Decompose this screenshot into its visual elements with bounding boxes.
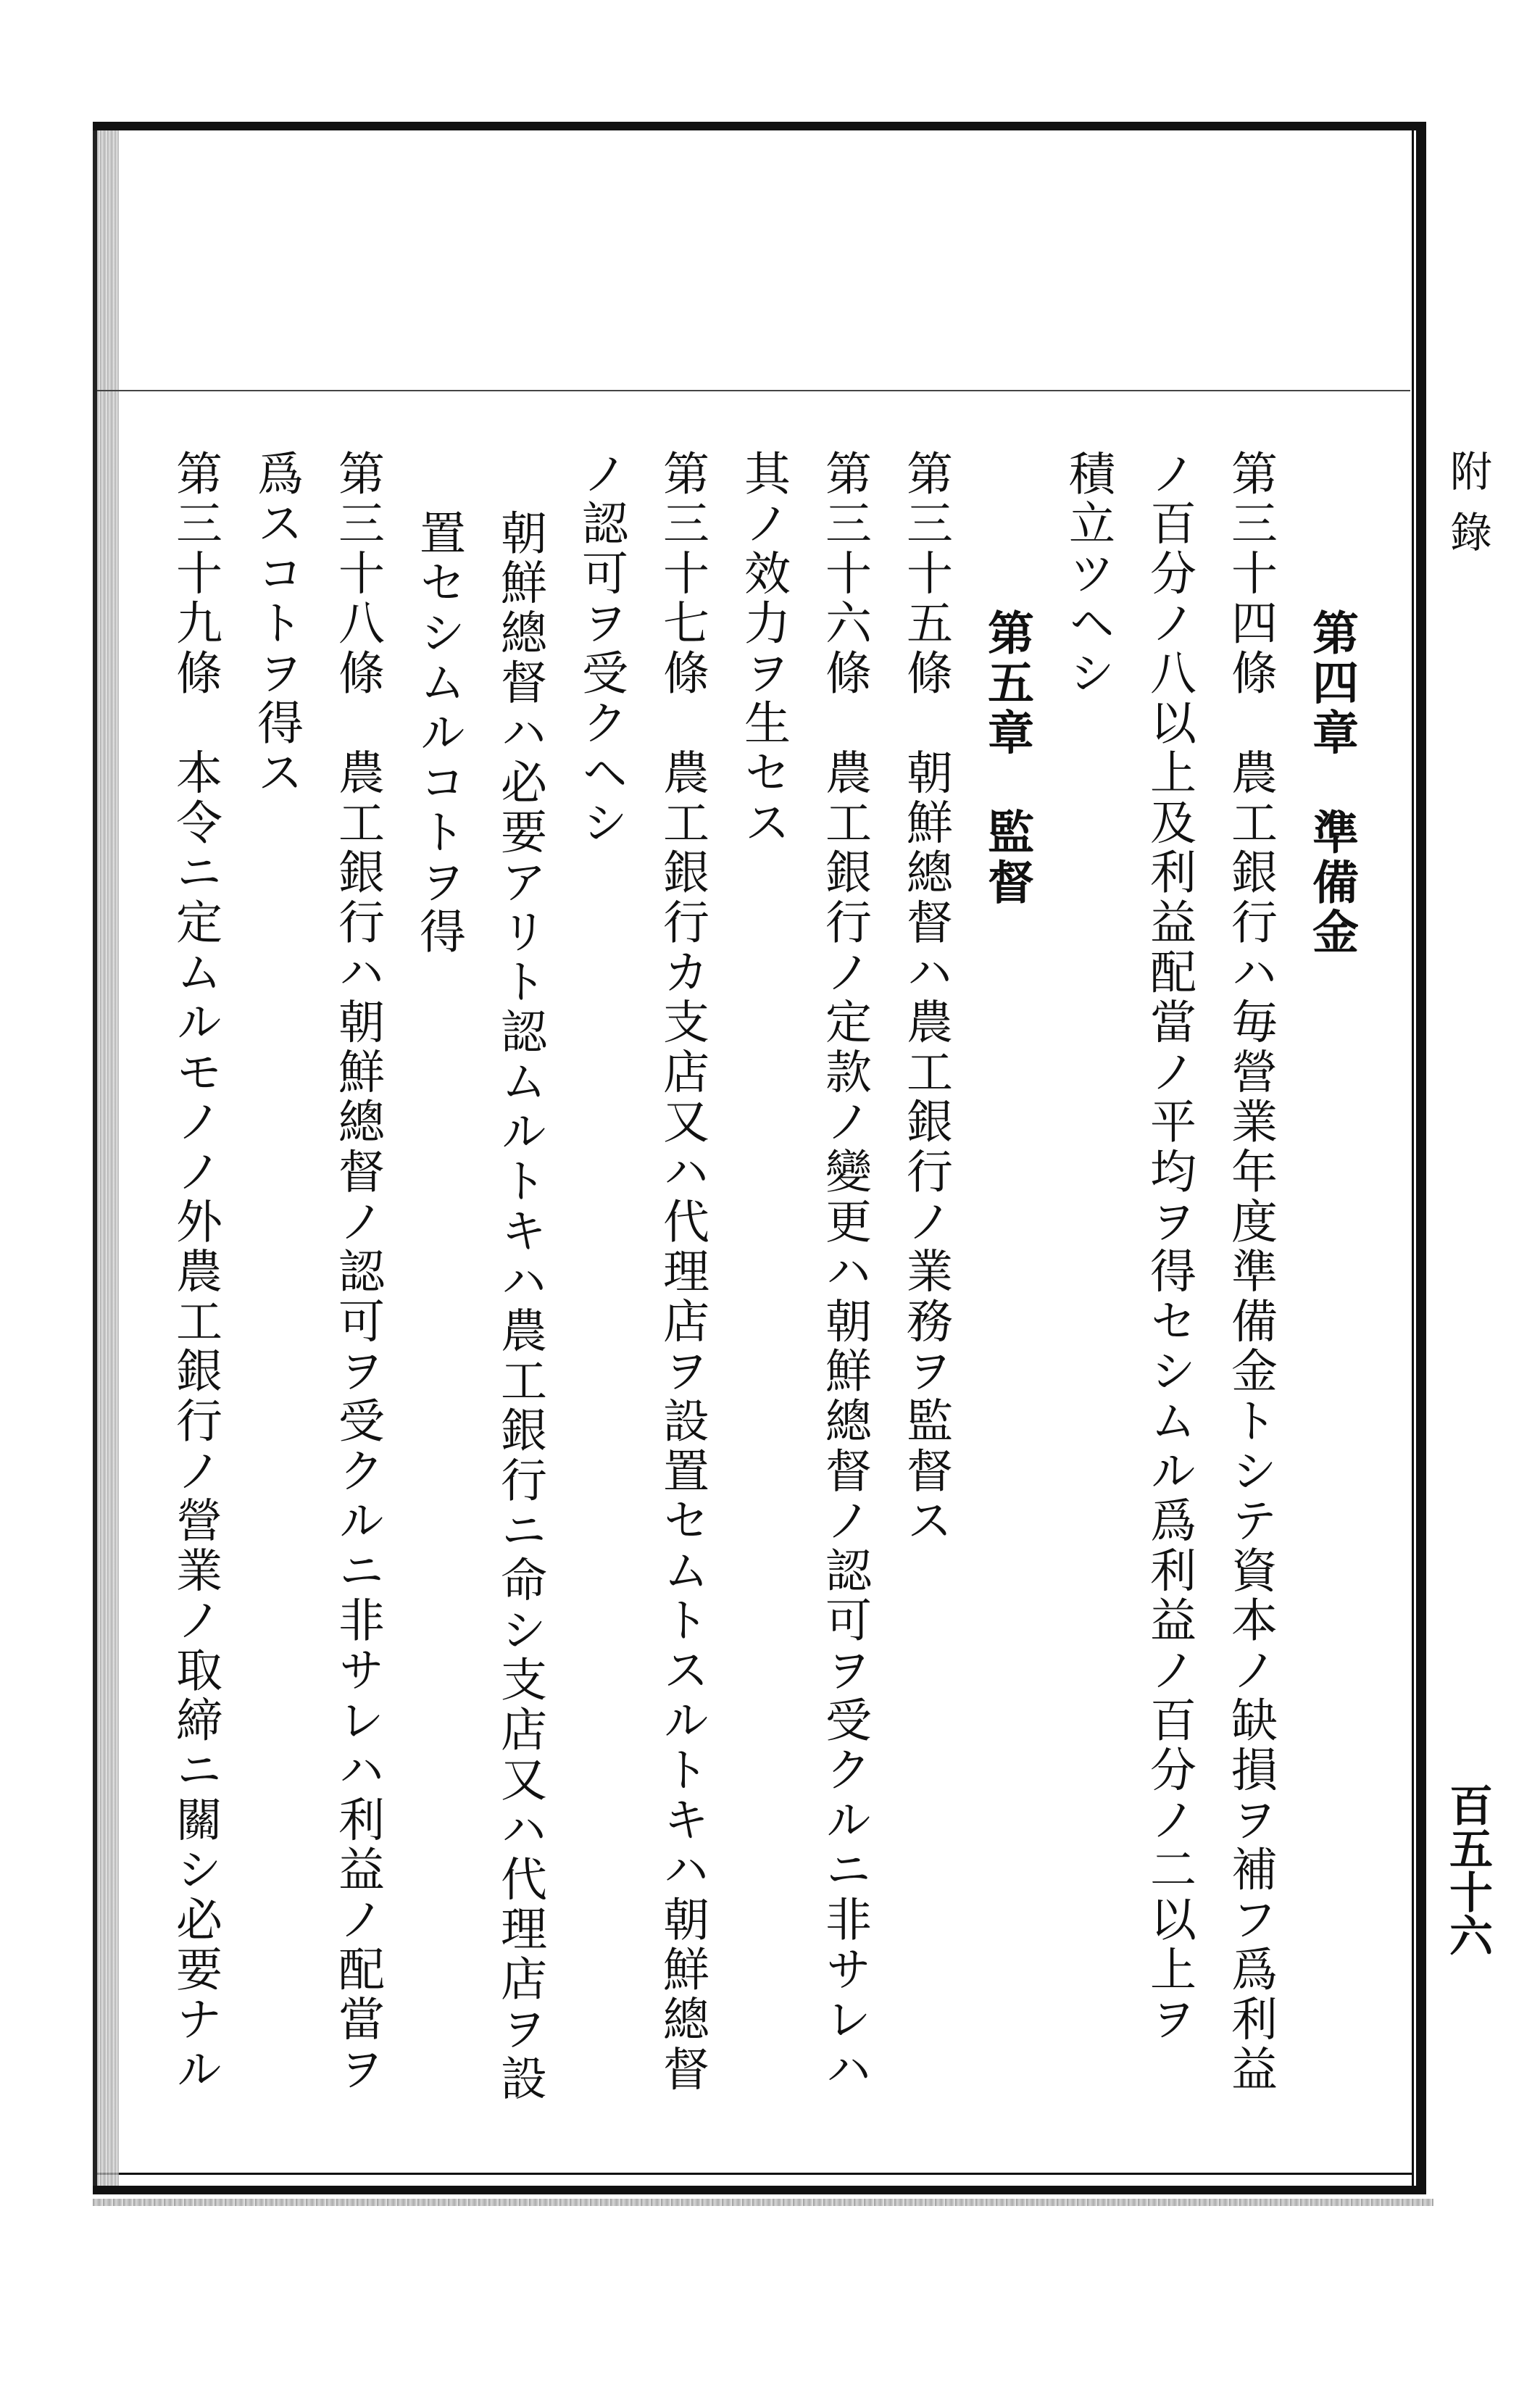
bottom-shadow [93,2199,1433,2206]
article-37-para2: 朝鮮總督ハ必要アリト認ムルトキハ農工銀行ニ命シ支店又ハ代理店ヲ設 [493,509,546,2105]
article-36-end: 其ノ效力ヲ生セス [736,449,790,849]
article-34-end: 積立ツヘシ [1061,449,1115,699]
page-number: 百五十六 [1442,1783,1493,1957]
article-39: 第三十九條 本令ニ定ムルモノノ外農工銀行ノ營業ノ取締ニ關シ必要ナル [168,449,222,2095]
frame-inner-bottom-rule [93,2173,1412,2175]
frame-left-edge [93,130,97,2186]
article-34-cont: ノ百分ノ八以上及利益配當ノ平均ヲ得セシムル爲利益ノ百分ノ二以上ヲ [1142,449,1196,2045]
header-rule [97,390,1410,391]
article-37-end: ノ認可ヲ受クヘシ [574,449,628,849]
article-38-end: 爲スコトヲ得ス [249,449,303,799]
article-34: 第三十四條 農工銀行ハ毎營業年度準備金トシテ資本ノ缺損ヲ補フ爲利益 [1223,449,1277,2095]
article-38: 第三十八條 農工銀行ハ朝鮮總督ノ認可ヲ受クルニ非サレハ利益ノ配當ヲ [330,449,384,2095]
running-head: 附錄 [1443,449,1492,571]
article-36: 第三十六條 農工銀行ノ定款ノ變更ハ朝鮮總督ノ認可ヲ受クルニ非サレハ [817,449,871,2095]
article-37-para2-end: 置セシムルコトヲ得 [412,509,465,958]
article-37: 第三十七條 農工銀行カ支店又ハ代理店ヲ設置セムトスルトキハ朝鮮總督 [655,449,709,2095]
chapter-heading-4: 第四章 準備金 [1304,609,1359,958]
frame-inner-right-rule [1412,130,1414,2186]
chapter-heading-5: 第五章 監督 [980,609,1034,908]
article-35: 第三十五條 朝鮮總督ハ農工銀行ノ業務ヲ監督ス [899,449,952,1547]
